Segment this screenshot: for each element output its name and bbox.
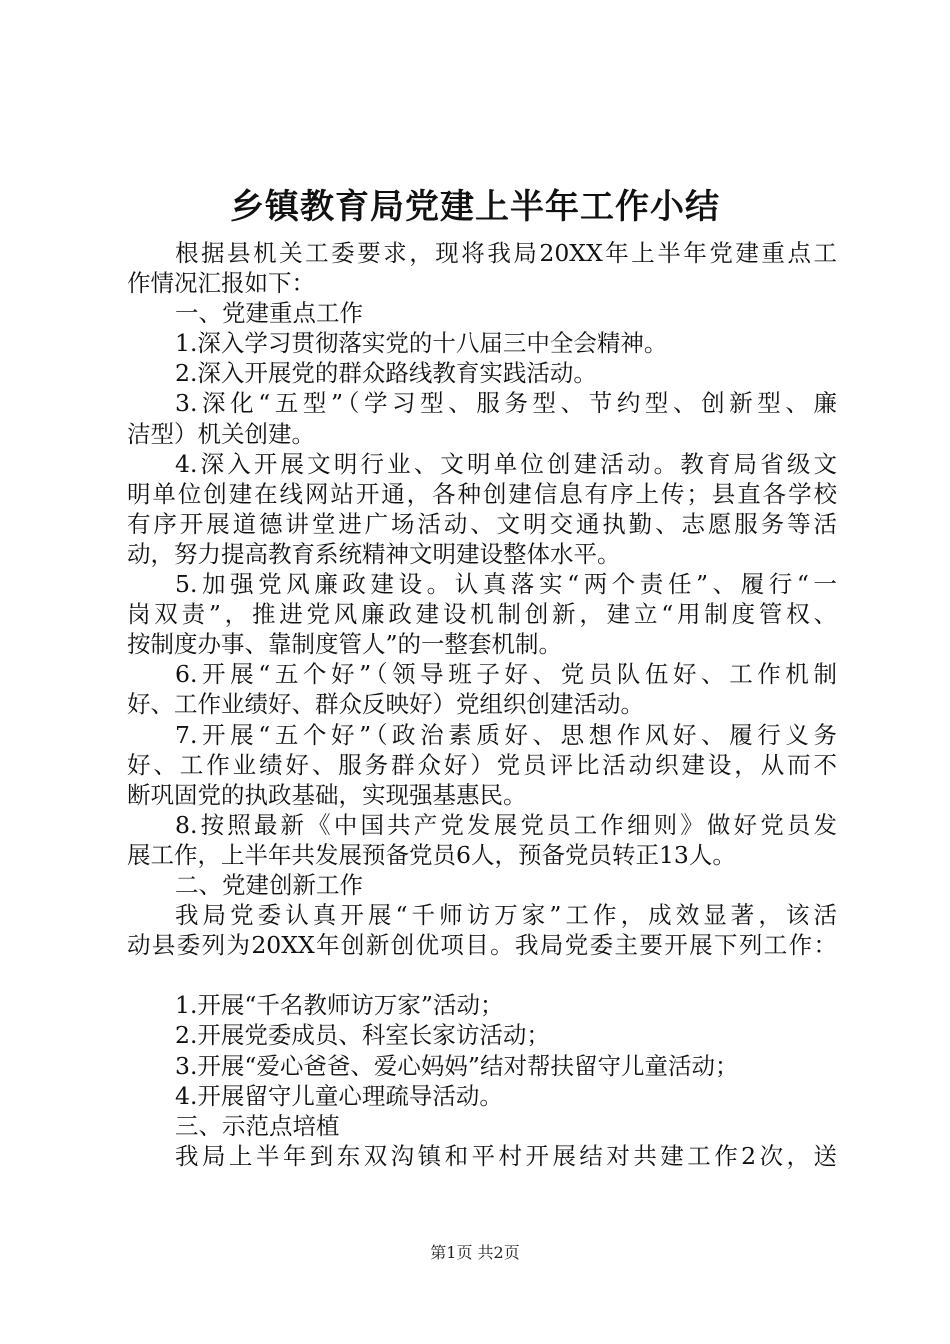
list-item: 3.深化“五型”（学习型、服务型、节约型、创新型、廉 xyxy=(175,389,837,418)
list-item: 2.深入开展党的群众路线教育实践活动。 xyxy=(175,359,597,388)
list-item: 1.开展“千名教师访万家”活动； xyxy=(175,991,504,1020)
list-item: 2.开展党委成员、科室长家访活动； xyxy=(175,1021,550,1050)
blank-line xyxy=(127,960,837,990)
paragraph-line: 断巩固党的执政基础，实现强基惠民。 xyxy=(127,780,527,809)
paragraph-line: 我局上半年到东双沟镇和平村开展结对共建工作2次，送 xyxy=(175,1141,837,1170)
paragraph-line: 展工作，上半年共发展预备党员6人，预备党员转正13人。 xyxy=(127,840,736,869)
list-item: 5.加强党风廉政建设。认真落实“两个责任”、履行“一 xyxy=(175,570,837,599)
paragraph-line: 我局党委认真开展“千师访万家”工作，成效显著，该活 xyxy=(175,901,837,930)
paragraph-line: 动，努力提高教育系统精神文明建设整体水平。 xyxy=(127,539,621,568)
page-number-footer: 第1页 共2页 xyxy=(430,1243,520,1262)
paragraph-line: 作情况汇报如下： xyxy=(127,269,315,298)
paragraph-line: 明单位创建在线网站开通，各种创建信息有序上传；县直各学校 xyxy=(127,479,837,508)
document-title: 乡镇教育局党建上半年工作小结 xyxy=(230,187,720,227)
paragraph-line: 按制度办事、靠制度管人”的一整套机制。 xyxy=(127,630,563,659)
paragraph-line: 好、工作业绩好、群众反映好）党组织创建活动。 xyxy=(127,690,644,719)
section-heading: 二、党建创新工作 xyxy=(175,870,363,899)
section-heading: 三、示范点培植 xyxy=(175,1111,340,1140)
list-item: 6.开展“五个好”（领导班子好、党员队伍好、工作机制 xyxy=(175,660,837,689)
list-item: 4.深入开展文明行业、文明单位创建活动。教育局省级文 xyxy=(175,449,837,478)
list-item: 7.开展“五个好”（政治素质好、思想作风好、履行义务 xyxy=(175,720,837,749)
paragraph-line: 岗双责”，推进党风廉政建设机制创新，建立“用制度管权、 xyxy=(127,600,837,629)
list-item: 4.开展留守儿童心理疏导活动。 xyxy=(175,1081,503,1110)
paragraph-line: 好、工作业绩好、服务群众好）党员评比活动织建设，从而不 xyxy=(127,750,837,779)
list-item: 8.按照最新《中国共产党发展党员工作细则》做好党员发 xyxy=(175,810,837,839)
paragraph-line: 有序开展道德讲堂进广场活动、文明交通执勤、志愿服务等活 xyxy=(127,509,837,538)
paragraph-line: 洁型）机关创建。 xyxy=(127,419,315,448)
paragraph-line: 根据县机关工委要求，现将我局20XX年上半年党建重点工 xyxy=(175,239,837,267)
list-item: 3.开展“爱心爸爸、爱心妈妈”结对帮扶留守儿童活动； xyxy=(175,1051,739,1080)
section-heading: 一、党建重点工作 xyxy=(175,299,363,328)
paragraph-line: 动县委列为20XX年创新创优项目。我局党委主要开展下列工作： xyxy=(127,931,837,960)
list-item: 1.深入学习贯彻落实党的十八届三中全会精神。 xyxy=(175,329,668,358)
document-body xyxy=(127,238,837,1171)
